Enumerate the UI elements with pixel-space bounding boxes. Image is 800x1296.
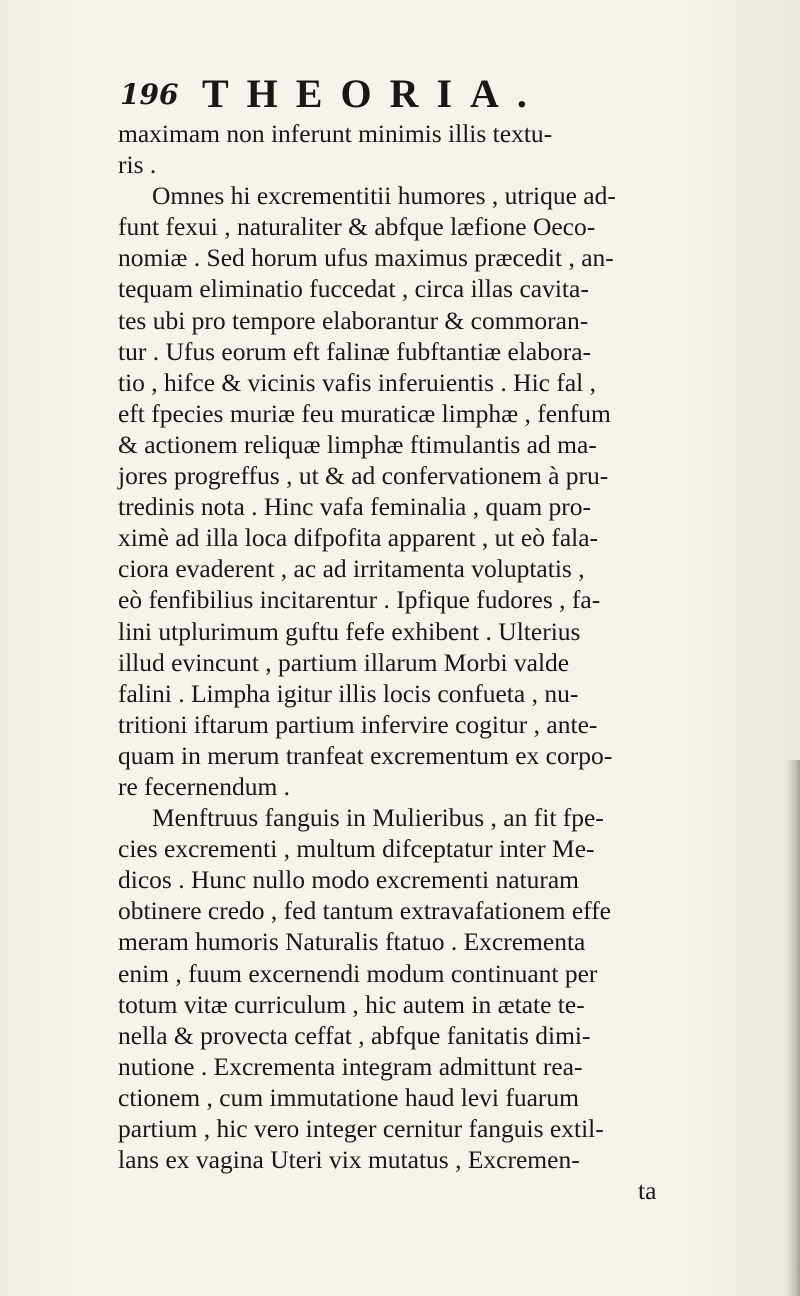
text-line: ciora evaderent , ac ad irritamenta voluptatis , bbox=[118, 554, 585, 584]
text-line: totum vitæ curriculum , hic autem in ætate te- bbox=[118, 989, 585, 1019]
running-title: THEORIA. bbox=[202, 71, 545, 116]
text-line: nutione . Excrementa integram admittunt rea- bbox=[118, 1051, 583, 1081]
text-line: tio , hifce & vicinis vafis inferuientis . Hic fal , bbox=[118, 367, 597, 397]
text-line: tequam eliminatio fuccedat , circa illas cavita- bbox=[118, 274, 589, 304]
paragraph-start-line: Menftruus fanguis in Mulieribus , an fit fpe- bbox=[152, 803, 604, 833]
text-line: & actionem reliquæ limphæ ftimulantis ad ma- bbox=[118, 429, 597, 459]
text-line: lini utplurimum guftu fefe exhibent . Ulterius bbox=[118, 616, 581, 646]
text-line: nomiæ . Sed horum ufus maximus præcedit , an- bbox=[118, 243, 614, 273]
text-line: lans ex vagina Uteri vix mutatus , Excremen- bbox=[118, 1145, 580, 1175]
text-line: dicos . Hunc nullo modo excrementi naturam bbox=[118, 865, 580, 895]
text-line: eò fenfibilius incitarentur . Ipfique fudores , fa- bbox=[118, 585, 601, 615]
paragraph-start-line: Omnes hi excrementitii humores , utrique ad- bbox=[152, 181, 616, 211]
text-line: quam in merum tranfeat excrementum ex corpo- bbox=[118, 740, 613, 770]
page-header bbox=[120, 70, 680, 118]
text-line: tes ubi pro tempore elaborantur & commoran- bbox=[118, 305, 589, 335]
text-line: jores progreffus , ut & ad confervationem à pru- bbox=[118, 461, 609, 491]
text-line: illud evincunt , partium illarum Morbi valde bbox=[118, 647, 570, 677]
body-text bbox=[118, 118, 693, 1206]
text-line: funt fexui , naturaliter & abfque læfione Oeco- bbox=[118, 212, 596, 242]
text-line: falini . Limpha igitur illis locis confueta , nu- bbox=[118, 678, 579, 708]
text-line: tredinis nota . Hinc vafa feminalia , quam pro- bbox=[118, 492, 592, 522]
text-line: cies excrementi , multum difceptatur inter Me- bbox=[118, 834, 595, 864]
page-edge-shadow bbox=[786, 760, 800, 1296]
text-line: eft fpecies muriæ feu muraticæ limphæ , fenfum bbox=[118, 398, 611, 428]
text-line: tritioni iftarum partium infervire cogitur , ante- bbox=[118, 709, 598, 739]
text-line: ris . bbox=[118, 150, 157, 180]
text-line: partium , hic vero integer cernitur fanguis extil- bbox=[118, 1114, 604, 1143]
text-line: nella & provecta ceffat , abfque fanitatis dimi- bbox=[118, 1020, 591, 1050]
text-line: ctionem , cum immutatione haud levi fuarum bbox=[118, 1082, 580, 1112]
text-line: tur . Ufus eorum eft falinæ fubftantiæ elabora- bbox=[118, 336, 592, 366]
text-line: re fecernendum . bbox=[118, 771, 291, 801]
text-line: enim , fuum excernendi modum continuant per bbox=[118, 958, 598, 988]
page-number: 196 bbox=[120, 78, 179, 111]
catchword: ta bbox=[638, 1176, 657, 1206]
text-line: obtinere credo , fed tantum extravafationem effe bbox=[118, 896, 612, 926]
text-line: ximè ad illa loca difpofita apparent , ut eò fala- bbox=[118, 523, 599, 553]
text-line: meram humoris Naturalis ftatuo . Excrementa bbox=[118, 927, 586, 957]
text-line: maximam non inferunt minimis illis textu- bbox=[118, 119, 553, 148]
